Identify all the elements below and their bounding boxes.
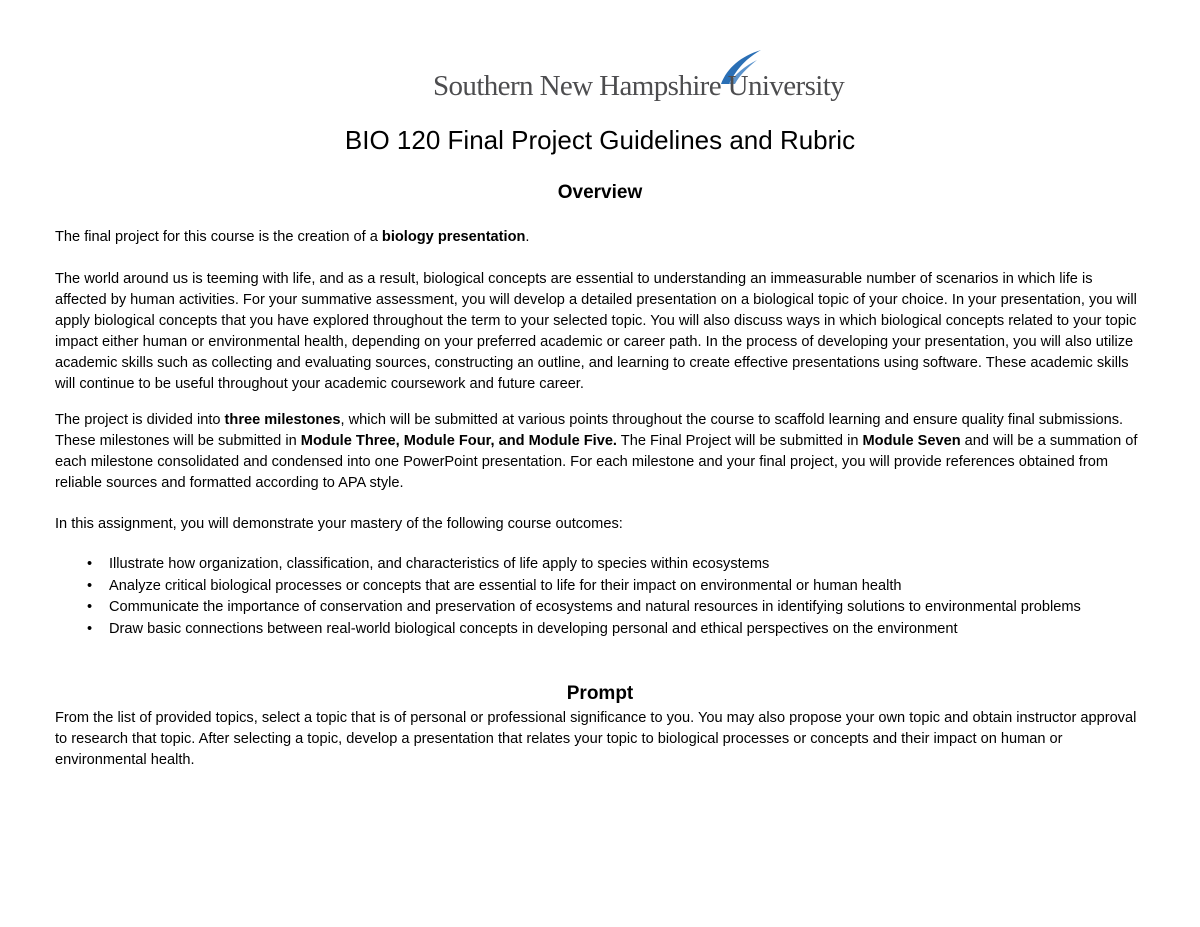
bullet: • [87, 556, 93, 572]
prompt-heading: Prompt [566, 683, 634, 704]
text-run: , which will be submitted at various points throughout the course to scaffold learning and ensure quality final submissions. These milestones will be submitted in [55, 412, 1124, 449]
text-run: The Final Project will be submitted in [617, 433, 863, 449]
list-item [55, 619, 1147, 641]
page-title: BIO 120 Final Project Guidelines and Rubric [344, 125, 856, 155]
bold-run: Module Three, Module Four, and Module Five. [300, 433, 617, 449]
text-run: The final project for this course is the creation of a [55, 229, 382, 245]
bold-run: three milestones [224, 412, 341, 428]
text-run: . [525, 229, 530, 245]
list-item-text: Illustrate how organization, classification, and characteristics of life apply to species within ecosystems [109, 556, 770, 572]
bold-run: biology presentation [381, 229, 526, 245]
list-item [55, 576, 1147, 598]
bullet: • [87, 599, 93, 615]
list-item-text: Communicate the importance of conservation and preservation of ecosystems and natural resources in identifying solutions to environmental problems [109, 599, 1081, 615]
prompt-paragraph: From the list of provided topics, select a topic that is of personal or professional significance to you. You may also propose your own topic and obtain instructor approval to research that topic. After selecting a topic, develop a presentation that relates your topic to biological processes or concepts and their impact on human or environmental health. [55, 710, 1137, 768]
list-item [55, 554, 1147, 576]
university-logo [433, 48, 845, 108]
list-item-text: Analyze critical biological processes or concepts that are essential to life for their impact on environmental or human health [109, 577, 902, 594]
milestones-paragraph [55, 410, 1147, 494]
intro-paragraph [55, 227, 1147, 248]
bullet: • [87, 620, 93, 637]
bullet: • [87, 577, 93, 594]
text-run: The project is divided into [55, 412, 225, 428]
text-run: and will be a summation of each milestone consolidated and condensed into one PowerPoint presentation. For each milestone and your final project, you will provide references obtained from reliable sources and formatted according to APA style. [55, 433, 1138, 491]
list-item [55, 597, 1147, 619]
overview-heading: Overview [557, 182, 643, 203]
bold-run: Module Seven [862, 433, 961, 449]
list-item-text: Draw basic connections between real-world biological concepts in developing personal and ethical perspectives on the environment [109, 620, 958, 637]
description-paragraph: The world around us is teeming with life, and as a result, biological concepts are essential to understanding an immeasurable number of scenarios in which life is affected by human activities. For your summative assessment, you will develop a detailed presentation on a biological topic of your choice. In your presentation, you will apply biological concepts that you have explored throughout the term to your selected topic. You will also discuss ways in which biological concepts related to your topic impact either human or environmental health, depending on your preferred academic or career path. In the process of developing your presentation, you will also utilize academic skills such as collecting and evaluating sources, constructing an outline, and learning to create effective presentations using software. These academic skills will continue to be useful throughout your academic coursework and future career. [55, 271, 1137, 392]
logo-text: Southern New Hampshire University [433, 70, 845, 102]
outcomes-list [55, 554, 1147, 640]
outcomes-intro: In this assignment, you will demonstrate your mastery of the following course outcomes: [55, 516, 623, 532]
